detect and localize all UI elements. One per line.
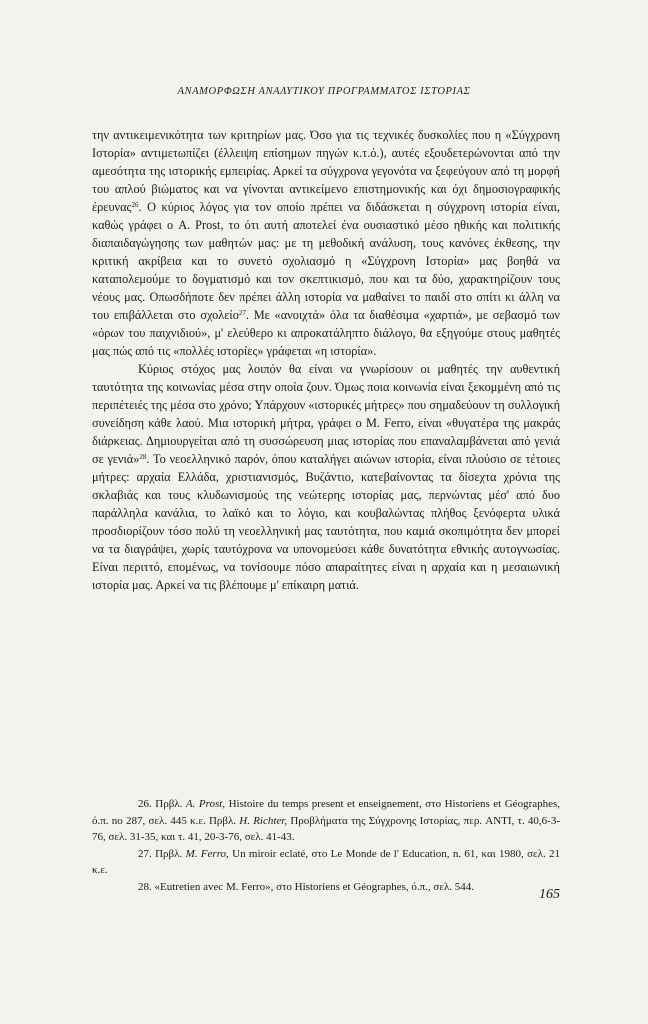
footnote-number: 27.	[138, 847, 152, 860]
page-number: 165	[539, 887, 560, 902]
paragraph-1-part-1: την αντικειμενικότητα των κριτηρίων μας. Όσο για τις τεχνικές δυσκολίες που η «Σύγχρονη Ιστορία» αντιμετωπίζει (έλλειψη επίσημων πηγών κ.τ.ό.), αυτές εξουδετερώνονται από την αμεσότητα της ιστορικής εμπειρίας. Αρκεί τα σύγχρονα γεγονότα να ξεφεύγουν από τη μορφή του απλού βιώματος και να γίνονται αντικείμενο επιστημονικής και όχι δημοσιογραφικής έρευνας	[92, 128, 560, 214]
footnote-number: 26.	[138, 798, 152, 810]
paragraph-2-part-1: Κύριος στόχος μας λοιπόν θα είναι να γνωρίσουν οι μαθητές την αυθεντική ταυτότητα της κοινωνίας μέσα στην οποία ζουν. Όμως ποια κοινωνία είναι ξεκομμένη από τις περιπέτειές της μέσα στο χρόνο; Υπάρχουν «ιστορικές μήτρες» που σημαδεύουν τη συλλογική συνείδηση κάθε λαού. Μια ιστορική μήτρα, γράφει ο M. Ferro, είναι «θυγατέρα της μακράς διάρκειας. Δημιουργείται από τη συσσώρευση μιας ιστορίας που επαναλαμβάνεται από γενιά σε γενιά»	[92, 362, 560, 466]
footnote-text: «Eutretien avec M. Ferro», στο Historiens et Géographes, ό.π., σελ. 544.	[154, 880, 475, 893]
footnote-28	[92, 879, 560, 896]
footnote-26	[92, 796, 560, 846]
footnote-ref-28[interactable]: 28	[139, 453, 147, 461]
footnote-text: Πρβλ.	[155, 798, 183, 810]
footnote-text: Πρβλ.	[155, 847, 183, 860]
paragraph-1-part-3: . Με «ανοιχτά» όλα τα διαθέσιμα «χαρτιά», με σεβασμό των «όρων του παιχνιδιού», μ' ελεύθερο κι απροκατάληπτο διάλογο, θα εξηγούμε στους μαθητές μας πώς από τις «πολλές ιστορίες» γράφεται «η ιστορία».	[92, 308, 560, 358]
paragraph-2	[92, 360, 560, 594]
footnote-ref-27[interactable]: 27	[238, 309, 246, 317]
footnote-text: Histoire du temps present et enseignement, στο Historiens et Géographes, ό.π. no 287, σελ. 445 κ.ε. Πρβλ.	[92, 798, 561, 827]
footnote-27	[92, 846, 560, 879]
main-text	[92, 126, 560, 594]
running-title: ΑΝΑΜΟΡΦΩΣΗ ΑΝΑΛΥΤΙΚΟΥ ΠΡΟΓΡΑΜΜΑΤΟΣ ΙΣΤΟΡΙΑΣ	[177, 86, 471, 97]
footnote-text: Προβλήματα της Σύγχρονης Ιστορίας, περ. ANTI, τ. 40,6-3-76, σελ. 31-35, και τ. 41, 20-3-76, σελ. 41-43.	[92, 814, 560, 843]
footnote-text: Un miroir eclaté, στο Le Monde de l' Education, n. 61, και 1980, σελ. 21 κ.ε.	[92, 847, 561, 876]
paragraph-1	[92, 126, 560, 360]
footnote-author: A. Prost,	[185, 798, 226, 810]
footnote-author: H. Richter,	[239, 814, 288, 827]
footnotes	[92, 796, 560, 895]
footnote-ref-26[interactable]: 26	[131, 201, 139, 209]
paragraph-1-part-2: . Ο κύριος λόγος για τον οποίο πρέπει να διδάσκεται η σύγχρονη ιστορία είναι, καθώς γράφει ο A. Prost, το ότι αυτή αποτελεί ένα ουσιαστικό μέσο ηθικής και πολιτικής διαπαιδαγώγησης των μαθητών μας: με τη μεθοδική ανάλυση, τους κανόνες έκθεσης, την κριτική ακρίβεια και το συνετό σχολιασμό η «Σύγχρονη Ιστορία» μας βοηθά να καταπολεμούμε το δογματισμό και τον σκεπτικισμό, που και τα δύο, χαρακτηρίζουν τους νέους μας. Οπωσδήποτε δεν πρέπει άλλη ιστορία να μαθαίνει το παιδί στο σπίτι κι άλλη να του επιβάλλεται στο σχολείο	[92, 200, 560, 322]
footnote-number: 28.	[138, 880, 152, 893]
footnote-author: M. Ferro,	[185, 847, 229, 860]
paragraph-2-part-2: . Το νεοελληνικό παρόν, όπου καταλήγει αιώνων ιστορία, είναι πλούσιο σε τέτοιες μήτρες: αρχαία Ελλάδα, χριστιανισμός, Βυζάντιο, κατεβαίνοντας τα δίσεχτα χρόνια της σκλαβιάς και τους κλυδωνισμούς της νεώτερης ιστορίας μας, περνώντας μέσ' από δυο παράλληλα κανάλια, το λαϊκό και το λόγιο, και κουβαλώντας πλήθος ξενόφερτα υλικά προσδιορίζουν τόσο πολύ τη νεοελληνική μας ταυτότητα, που καμιά σκοπιμότητα δεν μπορεί να τα διαγράψει, χωρίς ταυτόχρονα να υπονομεύσει κάθε δυνατότητα εθνικής αυτογνωσίας. Είναι περιττό, επομένως, να τονίσουμε πόσο απαραίτητες είναι η αρχαία και η μεσαιωνική ιστορία μας. Αρκεί να τις βλέπουμε μ' επίκαιρη ματιά.	[92, 452, 561, 592]
